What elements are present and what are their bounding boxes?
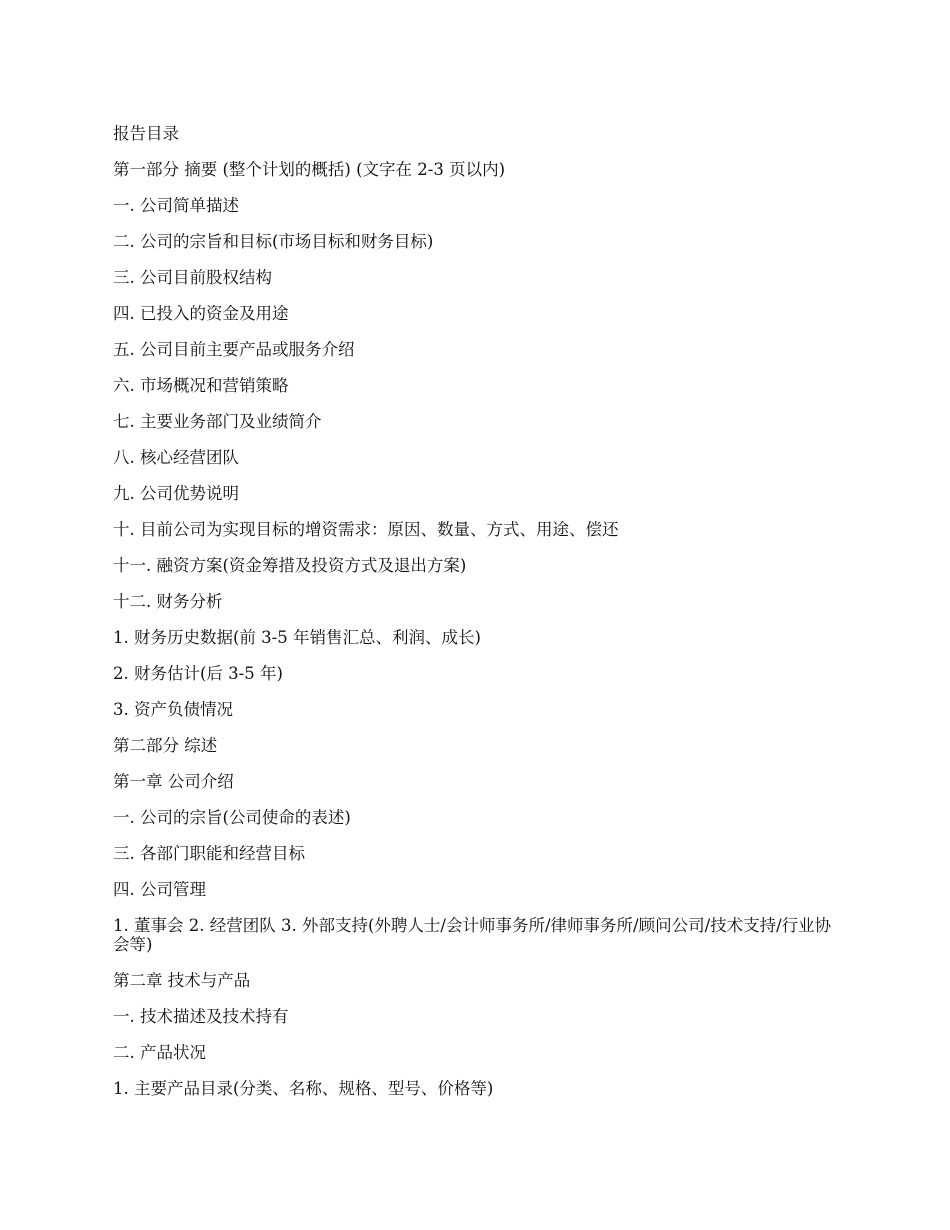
- doc-item: 二. 公司的宗旨和目标(市场目标和财务目标): [113, 232, 434, 251]
- doc-item: 四. 已投入的资金及用途: [113, 304, 289, 323]
- doc-item: 三. 公司目前股权结构: [113, 268, 272, 287]
- doc-item: 一. 公司的宗旨(公司使命的表述): [113, 808, 351, 827]
- document-body: [113, 124, 838, 1115]
- doc-item: 八. 核心经营团队: [113, 448, 239, 467]
- doc-item: 十二. 财务分析: [113, 592, 223, 611]
- doc-subitem: 3. 资产负债情况: [113, 700, 233, 719]
- doc-chapter-one: 第一章 公司介绍: [113, 772, 234, 791]
- doc-item: 六. 市场概况和营销策略: [113, 376, 289, 395]
- doc-item: 七. 主要业务部门及业绩简介: [113, 412, 322, 431]
- doc-heading-report-contents: 报告目录: [113, 124, 179, 143]
- doc-subitem: 1. 财务历史数据(前 3-5 年销售汇总、利润、成长): [113, 628, 481, 647]
- doc-item: 十一. 融资方案(资金筹措及投资方式及退出方案): [113, 556, 467, 575]
- doc-item: 一. 公司简单描述: [113, 196, 239, 215]
- doc-item: 三. 各部门职能和经营目标: [113, 844, 305, 863]
- doc-item: 一. 技术描述及技术持有: [113, 1007, 289, 1026]
- doc-item: 二. 产品状况: [113, 1043, 206, 1062]
- doc-part-one-summary: 第一部分 摘要 (整个计划的概括) (文字在 2-3 页以内): [113, 160, 506, 179]
- doc-item: 五. 公司目前主要产品或服务介绍: [113, 340, 355, 359]
- doc-subitem: 2. 财务估计(后 3-5 年): [113, 664, 283, 683]
- doc-chapter-two: 第二章 技术与产品: [113, 971, 251, 990]
- doc-subitem: 1. 主要产品目录(分类、名称、规格、型号、价格等): [113, 1079, 494, 1098]
- doc-subitem-wrapped: 1. 董事会 2. 经营团队 3. 外部支持(外聘人士/会计师事务所/律师事务所/顾问公司/技术支持/行业协会等): [113, 916, 832, 954]
- doc-item: 九. 公司优势说明: [113, 484, 239, 503]
- doc-part-two-overview: 第二部分 综述: [113, 736, 218, 755]
- doc-item: 十. 目前公司为实现目标的增资需求：原因、数量、方式、用途、偿还: [113, 520, 619, 539]
- doc-item: 四. 公司管理: [113, 880, 206, 899]
